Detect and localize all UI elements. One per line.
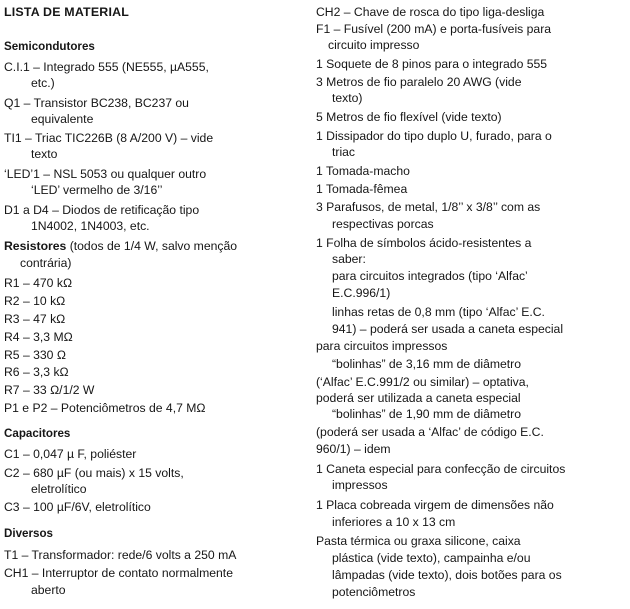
- list-item-continuation: (poderá ser usada a ‘Alfac’ de código E.C.: [316, 425, 544, 439]
- list-item: Q1 – Transistor BC238, BC237 ou: [4, 96, 189, 110]
- list-item: R7 – 33 Ω/1/2 W: [4, 383, 95, 397]
- list-item: R3 – 47 kΩ: [4, 312, 66, 326]
- list-item: 1 Tomada-macho: [316, 164, 410, 178]
- list-item-continuation: “bolinhas” de 3,16 mm de diâmetro: [332, 357, 522, 371]
- list-item: 1 Dissipador do tipo duplo U, furado, para o: [316, 129, 552, 143]
- list-item: ‘LED’1 – NSL 5053 ou qualquer outro: [4, 167, 207, 181]
- list-item: R1 – 470 kΩ: [4, 276, 73, 290]
- section-heading-capacitores: Capacitores: [4, 427, 71, 440]
- list-item-continuation: equivalente: [31, 112, 94, 126]
- page-title: LISTA DE MATERIAL: [4, 5, 129, 19]
- list-item-continuation: 1N4002, 1N4003, etc.: [31, 219, 150, 233]
- list-item-continuation: E.C.996/1): [332, 286, 391, 300]
- list-item-continuation: para circuitos impressos: [316, 339, 448, 353]
- list-item: CH2 – Chave de rosca do tipo liga-desliga: [316, 5, 545, 19]
- list-item-continuation: linhas retas de 0,8 mm (tipo ‘Alfac’ E.C.: [332, 305, 545, 319]
- list-item-continuation: inferiores a 10 x 13 cm: [332, 515, 456, 529]
- list-item-continuation: 960/1) – idem: [316, 442, 391, 456]
- list-item: 3 Parafusos, de metal, 1/8’’ x 3/8’’ com as: [316, 200, 541, 214]
- list-item: CH1 – Interruptor de contato normalmente: [4, 566, 233, 580]
- list-item: P1 e P2 – Potenciômetros de 4,7 MΩ: [4, 401, 206, 415]
- list-item: R2 – 10 kΩ: [4, 294, 66, 308]
- list-item: T1 – Transformador: rede/6 volts a 250 mA: [4, 548, 237, 562]
- section-heading-resistores-note: (todos de 1/4 W, salvo menção: [66, 239, 238, 253]
- list-item: TI1 – Triac TIC226B (8 A/200 V) – vide: [4, 131, 214, 145]
- list-item-continuation: “bolinhas” de 1,90 mm de diâmetro: [332, 407, 522, 421]
- list-item: 1 Folha de símbolos ácido-resistentes a: [316, 236, 532, 250]
- list-item: F1 – Fusível (200 mA) e porta-fusíveis para: [316, 22, 552, 36]
- list-item-continuation: potenciômetros: [332, 585, 416, 599]
- section-heading-resistores-bold: Resistores: [4, 239, 67, 253]
- list-item-continuation: impressos: [332, 478, 388, 492]
- list-item-continuation: triac: [332, 145, 356, 159]
- list-item-continuation: etc.): [31, 76, 55, 90]
- list-item: C1 – 0,047 µ F, poliéster: [4, 447, 137, 461]
- list-item-continuation: texto): [332, 91, 363, 105]
- list-item: C2 – 680 µF (ou mais) x 15 volts,: [4, 466, 184, 480]
- list-item: R5 – 330 Ω: [4, 348, 66, 362]
- list-item-continuation: lâmpadas (vide texto), dois botões para os: [332, 568, 562, 582]
- list-item: 3 Metros de fio paralelo 20 AWG (vide: [316, 75, 522, 89]
- list-item-continuation: circuito impresso: [328, 38, 420, 52]
- list-item: 1 Caneta especial para confecção de circuitos: [316, 462, 566, 476]
- section-heading-diversos: Diversos: [4, 527, 53, 540]
- list-item: 1 Soquete de 8 pinos para o integrado 555: [316, 57, 548, 71]
- list-item: R4 – 3,3 MΩ: [4, 330, 73, 344]
- list-item-continuation: eletrolítico: [31, 482, 87, 496]
- list-item: 5 Metros de fio flexível (vide texto): [316, 110, 502, 124]
- section-heading-resistores: [4, 238, 237, 254]
- list-item-continuation: ‘LED’ vermelho de 3/16’’: [31, 183, 163, 197]
- section-heading-continuation: contrária): [20, 256, 72, 270]
- list-item-continuation: para circuitos integrados (tipo ‘Alfac’: [332, 269, 528, 283]
- list-item: C3 – 100 µF/6V, eletrolítico: [4, 500, 151, 514]
- list-item-continuation: aberto: [31, 583, 66, 597]
- list-item-continuation: respectivas porcas: [332, 217, 434, 231]
- list-item-continuation: poderá ser utilizada a caneta especial: [316, 391, 521, 405]
- list-item-continuation: saber:: [332, 252, 366, 266]
- section-heading-semicondutores: Semicondutores: [4, 40, 95, 53]
- list-item: R6 – 3,3 kΩ: [4, 365, 69, 379]
- list-item: Pasta térmica ou graxa silicone, caixa: [316, 534, 521, 548]
- list-item: 1 Tomada-fêmea: [316, 182, 408, 196]
- list-item: C.I.1 – Integrado 555 (NE555, µA555,: [4, 60, 209, 74]
- list-item-continuation: (‘Alfac’ E.C.991/2 ou similar) – optativa,: [316, 375, 529, 389]
- list-item-continuation: texto: [31, 147, 58, 161]
- list-item-continuation: plástica (vide texto), campainha e/ou: [332, 551, 531, 565]
- list-item: D1 a D4 – Diodos de retificação tipo: [4, 203, 200, 217]
- list-item: 1 Placa cobreada virgem de dimensões não: [316, 498, 554, 512]
- list-item-continuation: 941) – poderá ser usada a caneta especial: [332, 322, 564, 336]
